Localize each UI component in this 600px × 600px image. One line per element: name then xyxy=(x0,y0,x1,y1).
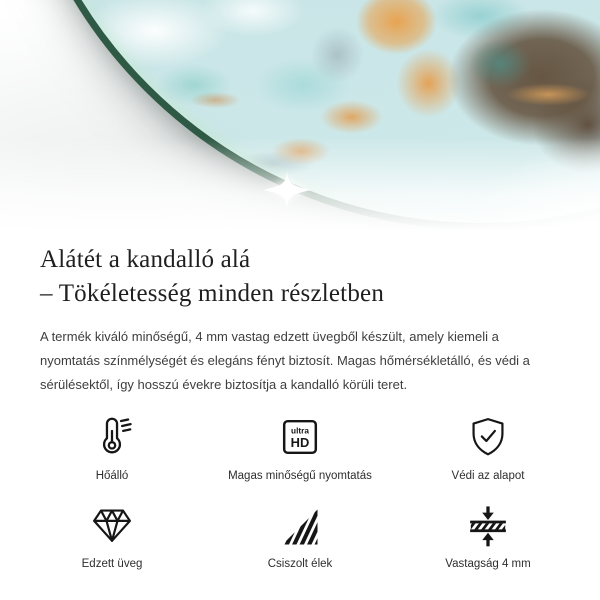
feature-label: Védi az alapot xyxy=(451,470,525,482)
svg-text:ultra: ultra xyxy=(291,426,309,436)
feature-label: Csiszolt élek xyxy=(267,558,333,570)
thickness-icon xyxy=(466,501,510,547)
feature-label: Hőálló xyxy=(95,470,129,482)
page-title xyxy=(40,243,560,311)
feature-high-quality-print xyxy=(206,413,394,483)
shield-check-icon xyxy=(466,413,510,459)
feature-tempered-glass xyxy=(18,501,206,571)
sparkle-glint-icon xyxy=(263,172,311,208)
feature-protects-base xyxy=(394,413,582,483)
feature-label: Edzett üveg xyxy=(81,558,143,570)
feature-thickness xyxy=(394,501,582,571)
feature-polished-edges xyxy=(206,501,394,571)
diamond-icon xyxy=(90,501,134,547)
page-title-line2: – Tökéletesség minden részletben xyxy=(40,280,385,307)
feature-label: Vastagság 4 mm xyxy=(445,558,531,570)
svg-text:HD: HD xyxy=(290,434,310,450)
feature-grid xyxy=(0,413,600,571)
feature-heat-resistant xyxy=(18,413,206,483)
product-description-text: A termék kiváló minőségű, 4 mm vastag edzett üvegből készült, amely kiemeli a nyomtatás színmélységét és elegáns fényt biztosít. Magas hőmérsékletálló, és védi a sérülésektől, így hosszú évekre biztosítja a kandalló körüli teret. xyxy=(40,329,530,392)
product-description-section xyxy=(0,243,600,397)
product-photo xyxy=(0,0,600,238)
polished-edges-icon xyxy=(280,501,320,547)
page-title-line1: Alátét a kandalló alá xyxy=(40,246,251,273)
ultra-hd-icon xyxy=(278,413,322,459)
feature-label: Magas minőségű nyomtatás xyxy=(228,470,372,482)
thermometer-icon xyxy=(89,413,135,459)
